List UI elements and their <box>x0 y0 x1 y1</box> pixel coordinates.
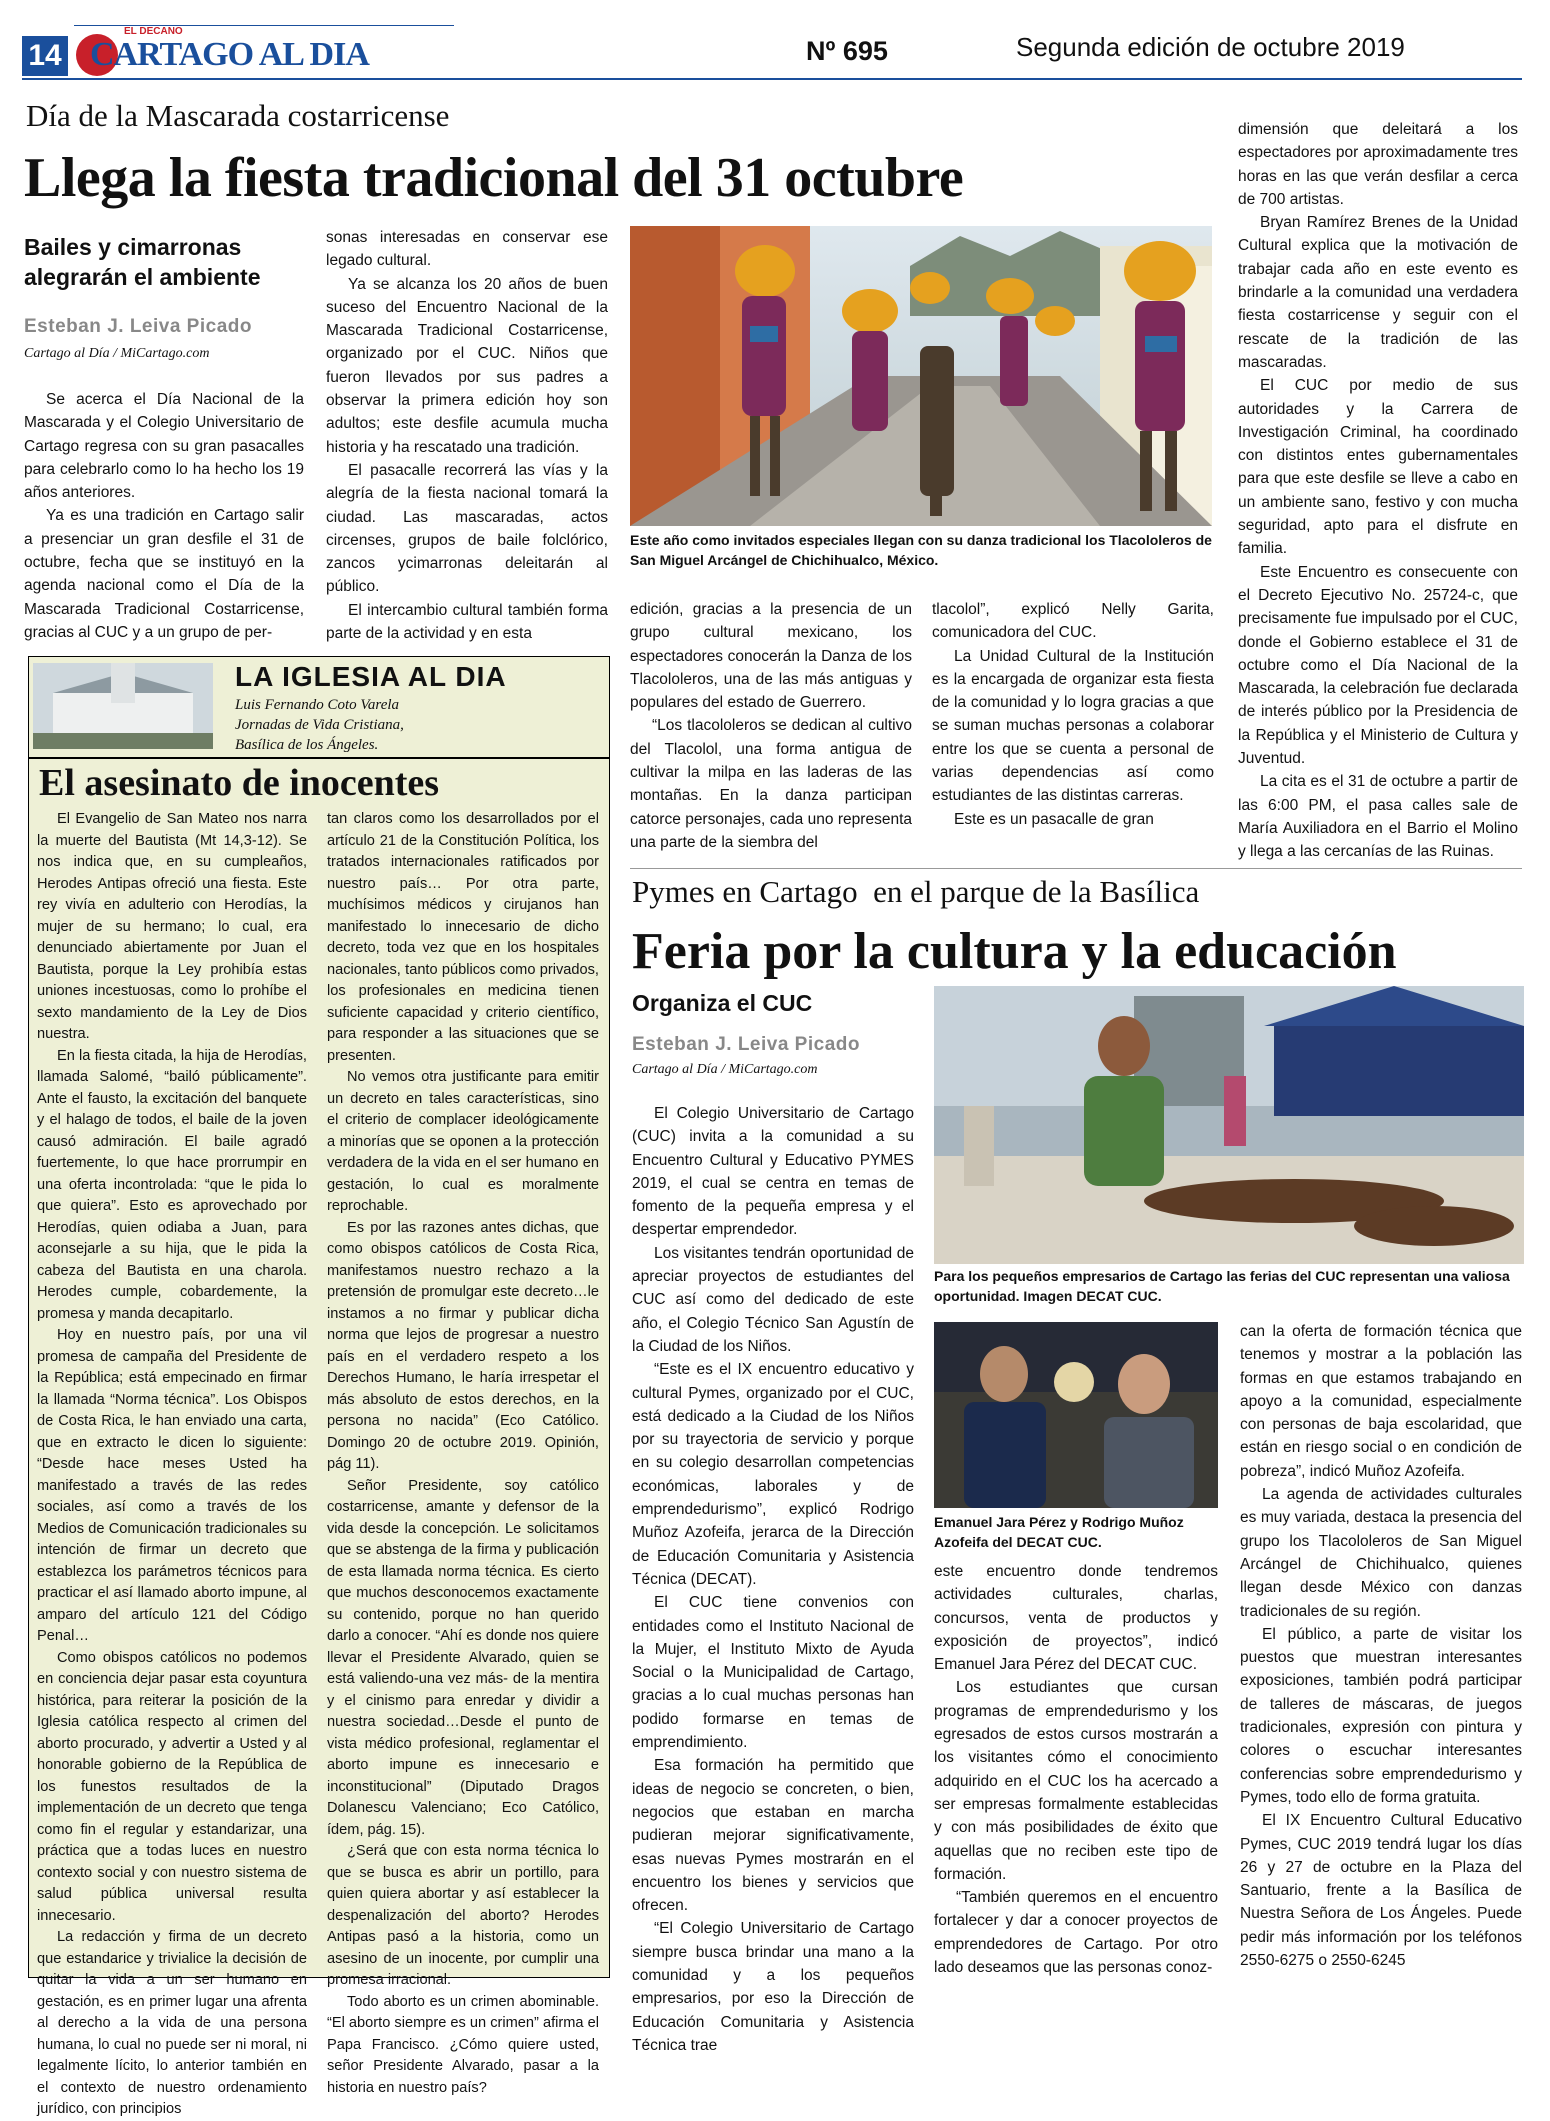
paragraph: La agenda de actividades culturales es muy variada, destaca la presencia del grupo los Tlacololeros de San Miguel Arcángel de Chichihualco, quienes llegan desde México con danzas tradicionales de su región. <box>1240 1486 1522 1620</box>
paragraph: Este Encuentro es consecuente con el Decreto Ejecutivo No. 25724-c, que precisamente fue impulsado por el CUC, donde el Gobierno establece el 31 de octubre como el Día Nacional de la Mascarada, la celebración fue declarada de interés público por la Presidencia de la República y el Ministerio de Cultura y Juventud. <box>1238 563 1518 768</box>
paragraph: edición, gracias a la presencia de un grupo cultural mexicano, los espectadores conocerán la Danza de los Tlacololeros, una de las más antiguas y populares del estado de Guerrero. <box>630 601 912 712</box>
article1-col4 <box>932 598 1214 831</box>
church-section-title: LA IGLESIA AL DIA <box>235 661 507 692</box>
officials-photo <box>934 1322 1218 1508</box>
paragraph: Los visitantes tendrán oportunidad de apreciar proyectos de estudiantes del CUC así como del dedicado de este año, el Colegio Técnico San Agustín de la Ciudad de los Niños. <box>632 1244 914 1355</box>
issue-number: Nº 695 <box>806 36 888 66</box>
paragraph: Hoy en nuestro país, por una vil promesa de campaña del Presidente de la República; está empecinado en firmar la llamada “Norma técnica”. Los Obispos de Costa Rica, le han enviado una carta, que en extracto le dicen lo siguiente: “Desde hace meses Usted ha manifestado a través de las redes sociales, así como a través de los Medios de Comunicación tradicionales su intención de firmar un decreto que establezca los parámetros técnicos para practicar el así llamado aborto impune, al amparo del artículo 121 del Código Penal… <box>37 1327 307 1644</box>
article2-headline: Feria por la cultura y la educación <box>632 923 1397 980</box>
paragraph: ¿Será que con esta norma técnica lo que se busca es abrir un portillo, para quien quiera abortar y así establecer la despenalización del aborto? Herodes Antipas pasó a la historia, como un asesino de un inocente, por cumplir una promesa irracional. <box>327 1843 599 1988</box>
church-col2 <box>327 809 599 2099</box>
article1-subhead: Bailes y cimarronas alegrarán el ambiente <box>24 234 261 290</box>
paragraph: El IX Encuentro Cultural Educativo Pymes, CUC 2019 tendrá lugar los días 26 y 27 de octubre en la Plaza del Santuario, frente a la Basílica de Nuestra Señora de Los Ángeles. Puede pedir más información por los teléfonos 2550-6275 o 2550-6245 <box>1240 1812 1522 1970</box>
paragraph: dimensión que deleitará a los espectadores por aproximadamente tres horas en las que verán desfilar a cerca de 700 artistas. <box>1238 121 1518 208</box>
paragraph: tlacolol”, explicó Nelly Garita, comunicadora del CUC. <box>932 601 1214 642</box>
article2-kicker: Pymes en Cartago en el parque de la Basílica <box>632 874 1200 909</box>
paragraph: El Colegio Universitario de Cartago (CUC) invita a la comunidad a su Encuentro Cultural y Educativo PYMES 2019, el cual se centra en temas de fomento de la pequeña empresa y el despertar emprendedor. <box>632 1105 914 1239</box>
paragraph: El Evangelio de San Mateo nos narra la muerte del Bautista (Mt 14,3-12). Se nos indica que, en su cumpleaños, Herodes Antipas ofreció una fiesta. Este rey vivía en adulterio con Herodías, la mujer de su hermano; lo cual, era denunciado abiertamente por Juan el Bautista, porque la Ley prohibía estas uniones incestuosas, como lo prohíbe el sexto mandamiento de la Ley de Dios nuestra. <box>37 811 307 1042</box>
article1-kicker: Día de la Mascarada costarricense <box>26 98 450 133</box>
article2-source: Cartago al Día / MiCartago.com <box>632 1062 818 1077</box>
paragraph: Ya es una tradición en Cartago salir a presenciar un gran desfile el 31 de octubre, fecha que se instituyó en la agenda nacional como el Día de la Mascarada Tradicional Costarricense, gracias al CUC y a un grupo de per- <box>24 507 304 641</box>
mascarada-photo <box>630 226 1212 526</box>
paragraph: Es por las razones antes dichas, que como obispos católicos de Costa Rica, manifestamos nuestro rechazo a la pretensión de promulgar este decreto…le instamos a no firmar y publicar dicha norma que lejos de progresar a nuestro país en el verdadero respeto a los Derechos Humano, le haría irrespetar el más absoluto de estos derechos, en la persona no nacida” (Eco Católico. Domingo 20 de octubre 2019. Opinión, pág 11). <box>327 1219 599 1472</box>
paragraph: tan claros como los desarrollados por el artículo 21 de la Constitución Política, los tratados internacionales ratificados por nuestro país… Por otra parte, muchísimos médicos y cirujanos han manifestado lo innecesario de dicho decreto, toda vez que en los hospitales nacionales, tanto públicos como privados, los profesionales en medicina tienen suficiente capacidad y criterio científico, para responder a las situaciones que se presenten. <box>327 811 599 1064</box>
paragraph: El CUC por medio de sus autoridades y la Carrera de Investigación Criminal, ha coordinado con distintos entes gubernamentales para que este desfile se lleve a cabo en un ambiente sano, festivo y con mucha seguridad, apto para el disfrute en familia. <box>1238 377 1518 558</box>
paragraph: La cita es el 31 de octubre a partir de las 6:00 PM, el pasa calles sale de María Auxiliadora en el Barrio el Molino y llega a las cercanías de las Ruinas. <box>1238 773 1518 861</box>
logo-title: CARTAGO AL DIA <box>90 36 369 73</box>
paragraph: “Este es el IX encuentro educativo y cultural Pymes, organizado por el CUC, está dedicado a la Ciudad de los Niños por su trayectoria de servicio y porque en su colegio desarrollan competencias económicas, laborales y de emprendedurismo”, explicó Rodrigo Muñoz Azofeifa, jerarca de la Dirección de Educación Comunitaria y Asistencia Técnica (DECAT). <box>632 1361 914 1588</box>
header-top-rule <box>74 25 454 26</box>
paragraph: La redacción y firma de un decreto que estandarice y trivialice la decisión de quitar la vida a un ser humano en gestación, es en primer lugar una afrenta al derecho a la vida de una persona humana, lo cual no puede ser ni moral, ni legalmente lícito, lo anterior también en el contexto de nuestro ordenamiento jurídico, con principios <box>37 1929 307 2117</box>
paragraph: Como obispos católicos no podemos en conciencia dejar pasar esta coyuntura histórica, para reiterar la posición de la Iglesia católica respecto al crimen del aborto procurado, y advertir a Usted y al honorable gobierno de la República de los funestos resultados de la implementación de un decreto que tenga como fin el regular y estandarizar, una práctica que a todas luces en nuestro contexto social y con nuestro sistema de salud pública universal resulta innecesario. <box>37 1649 307 1924</box>
church-author-line-1: Luis Fernando Coto Varela <box>235 697 400 713</box>
church-author-line-3: Basílica de los Ángeles. <box>235 737 379 753</box>
mascarada-photo-caption: Este año como invitados especiales llegan con su danza tradicional los Tlacololeros de San Miguel Arcángel de Chichihualco, México. <box>630 532 1212 568</box>
article1-author: Esteban J. Leiva Picado <box>24 316 252 337</box>
paragraph: No vemos otra justificante para emitir un decreto en tales características, sino el criterio de complacer ideológicamente a minorías que se oponen a la protección verdadera de la vida en el ser humano en gestación, lo cual es moralmente reprochable. <box>327 1069 599 1214</box>
article2-subhead: Organiza el CUC <box>632 990 813 1016</box>
paragraph: El CUC tiene convenios con entidades como el Instituto Nacional de la Mujer, el Instituto Mixto de Ayuda Social o la Municipalidad de Cartago, gracias a lo cual muchas personas han podido formarse en temas de emprendimiento. <box>632 1594 914 1752</box>
article1-source: Cartago al Día / MiCartago.com <box>24 346 210 361</box>
church-author-line-2: Jornadas de Vida Cristiana, <box>235 717 404 733</box>
paragraph: Todo aborto es un crimen abominable. “El aborto siempre es un crimen” afirma el Papa Francisco. ¿Cómo quiere usted, señor Presidente Alvarado, pasar a la historia en nuestro país? <box>327 1993 599 2096</box>
edition-date: Segunda edición de octubre 2019 <box>1016 32 1405 62</box>
paragraph: sonas interesadas en conservar ese legado cultural. <box>326 229 608 270</box>
paragraph: El intercambio cultural también forma parte de la actividad y en esta <box>326 601 608 643</box>
paragraph: El pasacalle recorrerá las vías y la alegría de la fiesta nacional tomará la ciudad. Las mascaradas, actos circenses, grupos de baile folclórico, zancos ycimarronas deleitarán al público. <box>326 461 608 596</box>
paragraph: “El Colegio Universitario de Cartago siempre busca brindar una mano a la comunidad y a los pequeños empresarios, por eso la Dirección de Educación Comunitaria y Asistencia Técnica trae <box>632 1920 914 2054</box>
header-rule <box>22 78 1522 80</box>
church-column-box <box>28 656 610 2117</box>
paragraph: Se acerca el Día Nacional de la Mascarada y el Colegio Universitario de Cartago regresa con su gran pasacalles para celebrarlo como lo ha hecho los 19 años anteriores. <box>24 391 304 502</box>
church-divider <box>29 757 609 759</box>
paragraph: este encuentro donde tendremos actividades culturales, charlas, concursos, venta de productos y exposición de proyectos”, indicó Emanuel Jara Pérez del DECAT CUC. <box>934 1563 1218 1674</box>
article1-col3 <box>630 598 912 854</box>
article1-headline: Llega la fiesta tradicional del 31 octubre <box>24 147 964 209</box>
article2-col2 <box>934 1560 1218 1979</box>
fair-photo <box>934 986 1524 1264</box>
church-header-photo <box>33 663 213 749</box>
paragraph: Los estudiantes que cursan programas de emprendedurismo y los egresados de estos cursos mostrarán a los visitantes cómo el conocimiento adquirido en el CUC los ha acercado a ser empresas formalmente establecidas y con más posibilidades de éxito que aquellas que no reciben este tipo de formación. <box>934 1679 1218 1883</box>
paragraph: Señor Presidente, soy católico costarricense, amante y defensor de la vida desde la concepción. Le solicitamos que se abstenga de la firma y publicación de esta llamada norma técnica. Es cierto que muchos desconocemos exactamente su contenido, porque no han querido darlo a conocer. “Ahí es donde nos quiere llevar el Presidente Alvarado, quien se está valiendo-una vez más- de la mentira y el cinismo para enredar y dividir a nuestra sociedad…Desde el punto de vista médico profesional, reglamentar el aborto impune es innecesario e inconstitucional” (Diputado Dragos Dolanescu Valenciano; Eco Católico, ídem, pág. 15). <box>327 1477 599 1838</box>
paragraph: En la fiesta citada, la hija de Herodías, llamada Salomé, “bailó públicamente”. Ante el fausto, la excitación del banquete y el halago de todos, el baile de la joven causó admiración. El baile agradó fuertemente, lo que hace prorrumpir en una oferta incontrolada: “que le pida lo que quiera”. Esto es aprovechado por Herodías, quien odiaba a Juan, para aconsejarle a su hija, que le pida la cabeza del Bautista en una charola. Herodes cumple, cobardemente, la promesa y manda decapitarlo. <box>37 1047 307 1322</box>
article1-col2 <box>326 226 608 645</box>
paragraph: La Unidad Cultural de la Institución es la encargada de organizar esta fiesta de la comunidad y lo logra gracias a que se suman muchas personas a colaborar entre los que se cuenta a personal de varias dependencias así como estudiantes de las distintas carreras. <box>932 647 1214 805</box>
paragraph: can la oferta de formación técnica que tenemos y mostrar a la población las formas en que estamos trabajando en apoyo a la comunidad, especialmente con personas de baja escolaridad, que están en riesgo social o en condición de pobreza”, indicó Muñoz Azofeifa. <box>1240 1323 1522 1480</box>
church-col1 <box>37 809 307 2121</box>
page-number: 14 <box>22 36 68 76</box>
paragraph: “También queremos en el encuentro fortalecer y dar a conocer proyectos de emprendedores de Cartago. Por otro lado deseamos que las personas conoz- <box>934 1889 1218 1977</box>
article2-author: Esteban J. Leiva Picado <box>632 1034 860 1055</box>
paragraph: Este es un pasacalle de gran <box>954 810 1154 828</box>
paragraph: Esa formación ha permitido que ideas de negocio se concreten, o bien, negocios que estaban en marcha pudieran mejorar significativamente, esas nuevas Pymes mostrarán en el encuentro los bienes y servicios que ofrecen. <box>632 1757 914 1915</box>
paragraph: El público, a parte de visitar los puestos que muestran interesantes exposiciones, también podrá participar de talleres de máscaras, de juegos tradicionales, expresión con pintura y colores o escuchar interesantes conferencias sobre emprendedurismo y Pymes, todo ello de forma gratuita. <box>1240 1625 1522 1806</box>
church-article-title: El asesinato de inocentes <box>39 762 440 804</box>
article2-col1 <box>632 1102 914 2057</box>
article2-col3 <box>1240 1320 1522 1972</box>
paragraph: Bryan Ramírez Brenes de la Unidad Cultural explica que la motivación de trabajar cada año en este evento es brindarle a la comunidad una verdadera fiesta costarricense y seguir con el rescate de la tradición de las mascaradas. <box>1238 214 1518 371</box>
article1-col5 <box>1238 118 1518 864</box>
logo-tagline: EL DECANO <box>124 26 183 37</box>
fair-photo-caption: Para los pequeños empresarios de Cartago las ferias del CUC representan una valiosa oportunidad. Imagen DECAT CUC. <box>934 1268 1510 1304</box>
officials-photo-caption: Emanuel Jara Pérez y Rodrigo Muñoz Azofeifa del DECAT CUC. <box>934 1514 1184 1550</box>
article1-col1 <box>24 388 304 644</box>
paragraph: Ya se alcanza los 20 años de buen suceso del Encuentro Nacional de la Mascarada Tradicional Costarricense, organizado por el CUC. Niños que fueron llevados por sus padres a observar la primera edición hoy son adultos; este desfile acumula mucha historia y ha rescatado una tradición. <box>326 275 608 456</box>
paragraph: “Los tlacololeros se dedican al cultivo del Tlacolol, una forma antigua de cultivar la milpa en las laderas de las montañas. En la danza participan catorce personajes, cada uno representa una parte de la siembra del <box>630 717 912 851</box>
article2-divider <box>630 868 1522 869</box>
newspaper-logo <box>74 26 369 80</box>
